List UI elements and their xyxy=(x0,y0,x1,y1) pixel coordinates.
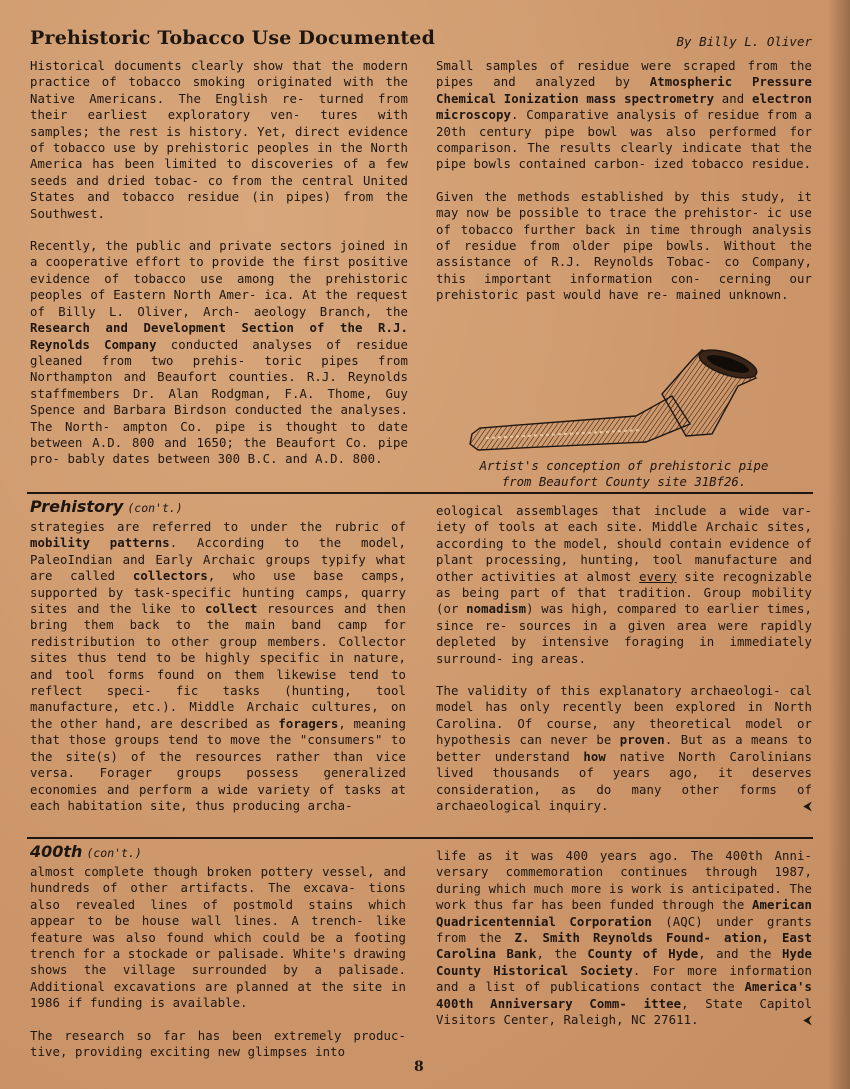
fourhundredth-title: 400th (con't.) xyxy=(30,842,142,861)
fourhundredth-paragraph: life as it was 400 years ago. The 400th Anni- versary commemoration continues through 1987, during which much more is work is anticipated. The work thus far has been funded through the American Quadricentennial Corporation (AQC) under grants from the Z. Smith Reynolds Found- ation, East Carolina Bank, the County of Hyde, and the Hyde County Historical Society. For more information and a list of publications contact the America's 400th Anniversary Comm- ittee, State Capitol Visitors Center, Raleigh, NC 27611. ⮜ xyxy=(436,849,813,1028)
prehistory-paragraph: The validity of this explanatory archaeologi- cal model has only recently been explored in North Carolina. Of course, any theoretical model or hypothesis can never be proven. But as a means to better understand how native North Carolinians lived thousands of years ago, it deserves consideration, as do many other forms of archaeological inquiry. ⮜ xyxy=(436,684,813,813)
section-divider xyxy=(27,837,813,839)
prehistory-paragraph: strategies are referred to under the rubric of mobility patterns. According to the model, PaleoIndian and Early Archaic groups typify what are called collectors, who use base camps, supported by task-specific hunting camps, quarry sites and the like to collect resources and then bring them back to the main band camp for redistribution to other group members. Collector sites thus tend to be highly specific in nature, and tool forms found on them likewise tend to reflect speci- fic tasks (hunting, tool manufacture, etc.). Middle Archaic cultures, on the other hand, are described as foragers, meaning that those groups tend to move the "consumers" to the site(s) of the resources rather than vice versa. Forager groups possess generalized economies and perform a wide variety of tasks at each habitation site, thus producing archa- xyxy=(30,520,406,813)
fourhundredth-paragraph: almost complete though broken pottery vessel, and hundreds of other artifacts. The excava- tions also revealed lines of postmold stains which appear to be house wall lines. A trench- like feature was also found which could be a footing trench for a stockade or palisade. White's drawing shows the village surrounded by a palisade. Additional excavations are planned at the site in 1986 if funding is available. xyxy=(30,865,406,1011)
pipe-caption: Artist's conception of prehistoric pipe from Beaufort County site 31Bf26. xyxy=(479,459,769,490)
fourhundredth-left-column xyxy=(30,864,406,1060)
article-right-column xyxy=(436,58,812,304)
article-paragraph: Small samples of residue were scraped from the pipes and analyzed by Atmospheric Pressure Chemical Ionization mass spectrometry and electron microscopy. Comparative analysis of residue from a 20th century pipe bowl was also performed for comparison. The results clearly indicate that the pipe bowls contained carbon- ized tobacco residue. xyxy=(436,59,812,172)
pipe-illustration xyxy=(466,338,762,454)
prehistory-paragraph: eological assemblages that include a wide var- iety of tools at each site. Middle Archaic sites, according to the model, should contain evidence of plant processing, hunting, tool manufacture and other activities at almost every site recognizable as being part of that tradition. Group mobility (or nomadism) was high, compared to earlier times, since re- sources in a given area were rapidly depleted by intensive foraging in immediately surround- ing areas. xyxy=(436,504,813,666)
prehistory-right-column xyxy=(436,503,812,814)
prehistory-left-column xyxy=(30,519,406,814)
article-paragraph: Historical documents clearly show that the modern practice of tobacco smoking originated with the Native Americans. The English re- turned from their earliest exploratory ven- tures with samples; the rest is history. Yet, direct evidence of tobacco use by prehistoric peoples in the North America has been limited to discoveries of a few seeds and dried tobac- co from the central United States and tobacco residue (in pipes) from the Southwest. xyxy=(30,59,408,221)
byline: By Billy L. Oliver xyxy=(676,34,812,49)
article-title: Prehistoric Tobacco Use Documented xyxy=(30,27,436,49)
end-mark-icon: ⮜ xyxy=(803,798,812,813)
section-divider xyxy=(27,492,813,494)
prehistory-title: Prehistory (con't.) xyxy=(30,497,183,516)
page-number: 8 xyxy=(414,1059,424,1075)
fourhundredth-right-column xyxy=(436,848,812,1028)
page-edge-shadow xyxy=(828,0,850,1089)
fourhundredth-paragraph: The research so far has been extremely produc- tive, providing exciting new glimpses into xyxy=(30,1028,406,1060)
article-left-column xyxy=(30,58,408,468)
end-mark-icon: ⮜ xyxy=(803,1013,812,1028)
article-paragraph: Given the methods established by this study, it may now be possible to trace the prehistor- ic use of tobacco further back in time through analysis of residue from older pipe bowls. Without the assistance of R.J. Reynolds Tobac- co Company, this important information con- cerning our prehistoric past would have re- mained unknown. xyxy=(436,189,812,303)
article-paragraph: Recently, the public and private sectors joined in a cooperative effort to provide the first positive evidence of tobacco use among the prehistoric peoples of Eastern North Amer- ica. At the request of Billy L. Oliver, Arch- aeology Branch, the Research and Development Section of the R.J. Reynolds Company conducted analyses of residue gleaned from two prehis- toric pipes from Northampton and Beaufort counties. R.J. Reynolds staffmembers Dr. Alan Rodgman, F.A. Thome, Guy Spence and Barbara Birdson conducted the analyses. The North- ampton Co. pipe is thought to date between A.D. 800 and 1650; the Beaufort Co. pipe pro- bably dates between 300 B.C. and A.D. 800. xyxy=(30,239,408,467)
